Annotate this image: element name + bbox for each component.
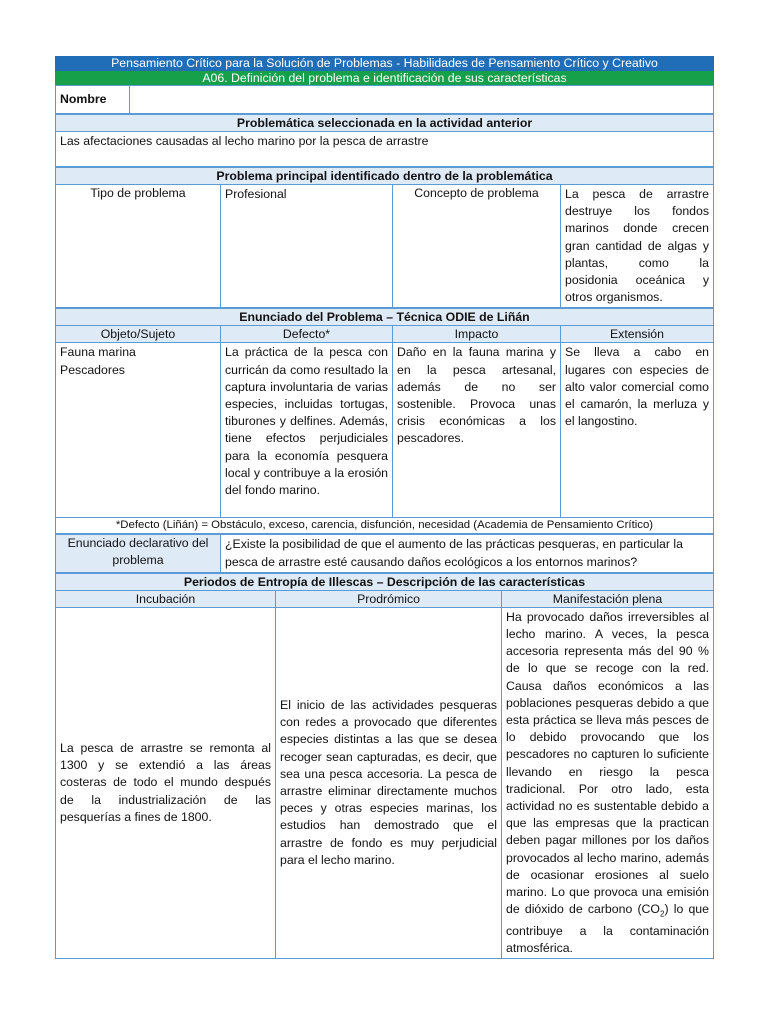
course-title: Pensamiento Crítico para la Solución de Problemas - Habilidades de Pensamiento Crítico y Creativo [55,56,714,71]
defecto-footnote: *Defecto (Liñán) = Obstáculo, exceso, carencia, disfunción, necesidad (Academia de Pensamiento Crítico) [56,518,714,534]
odie-col-extension: Extensión [561,326,714,343]
tipo-problema-value: Profesional [221,185,393,308]
enunciado-table [55,534,714,572]
odie-objeto-line: Pescadores [60,362,125,377]
manifestacion-cell [502,607,714,959]
co2-subscript: 2 [660,909,665,919]
title-bars [55,56,714,85]
concepto-problema-value: La pesca de arrastre destruye los fondos marinos donde crecen gran cantidad de algas y plantas, como la posidonia oceánica y otros organismos. [561,185,714,308]
enunciado-text: ¿Existe la posibilidad de que el aumento de las prácticas pesqueras, en particular la pesca de arrastre esté causando daños ecológicos a los entornos marinos? [221,535,714,572]
odie-extension-cell: Se lleva a cabo en lugares con especies de alto valor comercial como el camarón, la merluza y el langostino. [561,343,714,518]
nombre-table [55,85,714,114]
odie-objeto-line: Fauna marina [60,345,136,360]
problematica-text: Las afectaciones causadas al lecho marino por la pesca de arrastre [56,132,714,167]
odie-objeto-cell [56,343,221,518]
manifestacion-text-end: ) lo que contribuye a la contaminación atmosférica. [506,902,709,956]
nombre-label: Nombre [56,86,130,114]
prodromico-cell: El inicio de las actividades pesqueras con redes a provocado que diferentes especies distintas a las que se desea recoger sean capturadas, es decir, que sea una pesca accesoria. La pesca de arrastre eliminar directamente muchos peces y otras especies marinas, los estudios han demostrado que el arrastre de fondo es muy perjudicial para el lecho marino. [276,607,502,959]
entropia-col-prodromico: Prodrómico [276,590,502,607]
tipo-problema-label: Tipo de problema [56,185,221,308]
entropia-heading: Periodos de Entropía de Illescas – Descripción de las características [56,573,714,590]
problema-principal-table [55,167,714,308]
problematica-table [55,114,714,167]
enunciado-label: Enunciado declarativo del problema [56,535,221,572]
odie-impacto-cell: Daño en la fauna marina y en la pesca artesanal, además de no ser sostenible. Provoca unas crisis económicas a los pescadores. [393,343,561,518]
odie-defecto-cell: La práctica de la pesca con curricán da como resultado la captura involuntaria de varias especies, incluidas tortugas, tiburones y delfines. Además, tiene efectos perjudiciales para la economía pesquera local y contribuye a la erosión del fondo marino. [221,343,393,518]
concepto-problema-label: Concepto de problema [393,185,561,308]
odie-col-impacto: Impacto [393,326,561,343]
entropia-col-incubacion: Incubación [56,590,276,607]
nombre-field[interactable] [130,86,714,114]
incubacion-cell: La pesca de arrastre se remonta al 1300 y se extendió a las áreas costeras de todo el mundo después de la industrialización de las pesquerías a fines de 1800. [56,607,276,959]
worksheet [55,56,714,959]
problematica-heading: Problemática seleccionada en la actividad anterior [56,115,714,132]
manifestacion-text: Ha provocado daños irreversibles al lecho marino. A veces, la pesca accesoria representa más del 90 % de lo que se recoge con la red. Causa daños económicos a las poblaciones pesqueras debido a que esta práctica se lleva más pesces de lo debido provocando que los pescadores no capturen lo suficiente llevando en riesgo la pesca tradicional. Por otro lado, esta actividad no es sustentable debido a que las empresas que la practican deben pagar millones por los daños provocados al lecho marino, además de ocasionar erosiones al suelo marino. Lo que provoca una emisión de dióxido de carbono (CO [506,609,709,917]
activity-title: A06. Definición del problema e identificación de sus características [55,71,714,85]
entropia-table [55,573,714,960]
odie-col-defecto: Defecto* [221,326,393,343]
problema-principal-heading: Problema principal identificado dentro de la problemática [56,168,714,185]
odie-heading: Enunciado del Problema – Técnica ODIE de Liñán [56,309,714,326]
odie-col-objeto: Objeto/Sujeto [56,326,221,343]
odie-table [55,308,714,534]
entropia-col-manifestacion: Manifestación plena [502,590,714,607]
